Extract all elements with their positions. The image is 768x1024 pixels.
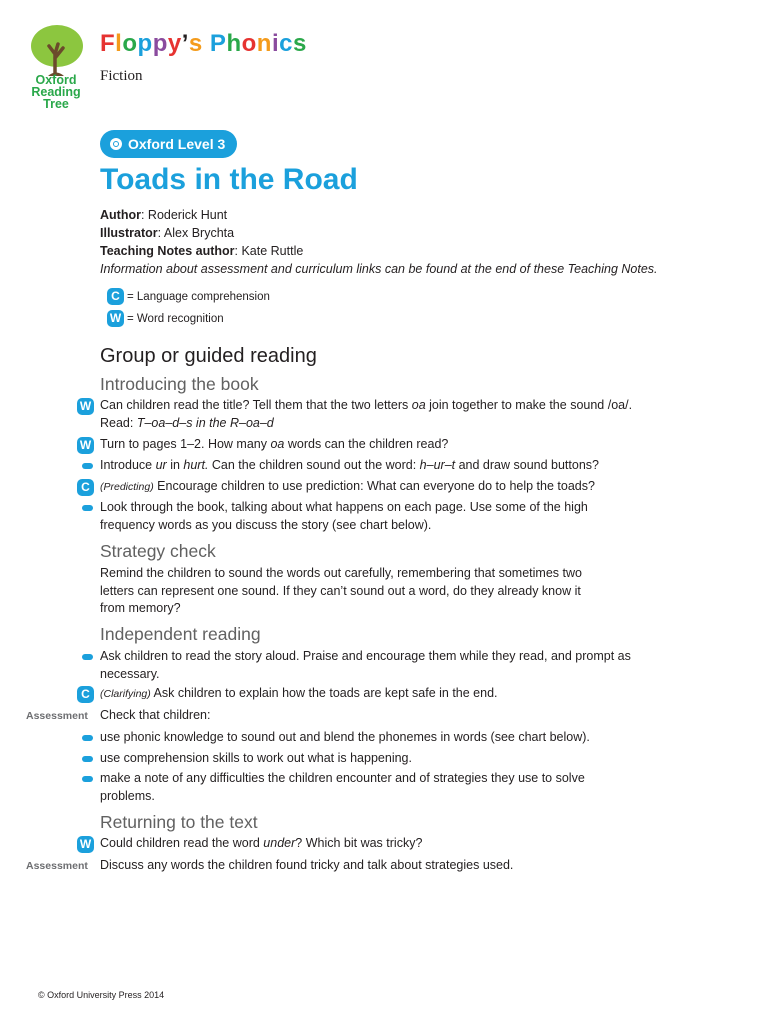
bullet-icon [82,776,93,782]
assessment-intro: Check that children: [100,708,211,722]
author-label: Author [100,208,141,222]
intro-item: Look through the book, talking about what happens on each page. Use some of the high frequency words as you discuss the story (see chart below). [100,500,588,532]
author-name: : Roderick Hunt [140,208,228,222]
brand-letter [203,30,210,58]
bullet-icon [82,505,93,511]
returning-heading: Returning to the text [100,812,258,832]
strategy-text: Remind the children to sound the words out carefully, remembering that sometimes two letters can represent one sound. If they can’t sound out a word, do they already know it from memory? [100,566,582,615]
section-heading: Group or guided reading [100,345,317,367]
level-target-icon [110,138,122,150]
assessment-item: make a note of any difficulties the children encounter and of strategies they use to solve problems. [100,771,585,803]
logo-line: Tree [43,97,69,111]
comprehension-badge-icon: C [107,288,124,305]
logo-line: Reading [31,85,81,99]
assessment-item: use phonic knowledge to sound out and blend the phonemes in words (see chart below). [100,730,590,744]
notes-author-label: Teaching Notes author [100,244,235,258]
returning-item: Discuss any words the children found tricky and talk about strategies used. [100,858,514,872]
assessment-label: Assessment [26,860,88,872]
legend-label: = Language comprehension [127,290,270,303]
copyright-footer: © Oxford University Press 2014 [38,990,165,1000]
brand-letter: n [256,30,272,57]
word-badge-icon: W [77,398,94,415]
brand-letter: l [115,30,123,57]
series-brand-title [100,30,307,58]
independent-item: Ask children to read the story aloud. Praise and encourage them while they read, and prompt as necessary. [100,649,631,681]
independent-item: (Clarifying) Ask children to explain how the toads are kept safe in the end. [100,686,498,700]
intro-item: Can children read the title? Tell them that the two letters oa join together to make the sound /oa/. Read: T–oa–d–s in the R–oa–d [100,398,633,430]
book-meta [100,206,658,278]
comprehension-badge-icon: C [77,479,94,496]
legend-label: = Word recognition [127,312,224,325]
word-badge-icon: W [77,437,94,454]
logo-line: Oxford [35,73,77,87]
bullet-icon [82,756,93,762]
info-note: Information about assessment and curriculum links can be found at the end of these Teaching Notes. [100,262,658,276]
comprehension-badge-icon: C [77,686,94,703]
returning-item: Could children read the word under? Which bit was tricky? [100,836,423,850]
series-subtitle: Fiction [100,68,143,84]
brand-letter: p [137,30,153,57]
illustrator-label: Illustrator [100,226,158,240]
intro-item: Introduce ur in hurt. Can the children sound out the word: h–ur–t and draw sound buttons? [100,458,599,472]
independent-heading: Independent reading [100,624,261,644]
brand-letter: y [167,30,182,57]
brand-letter: s [292,30,307,57]
bullet-icon [82,735,93,741]
brand-letter: o [122,30,138,57]
notes-author-name: : Kate Ruttle [234,244,304,258]
level-label: Oxford Level 3 [128,136,226,152]
book-title: Toads in the Road [100,163,358,196]
brand-letter: s [188,30,203,57]
level-badge [100,130,237,158]
logo-text [20,74,92,110]
brand-letter: p [152,30,168,57]
brand-letter: P [209,30,227,57]
brand-letter: c [279,30,293,57]
intro-heading: Introducing the book [100,374,259,394]
bullet-icon [82,654,93,660]
legend-comprehension [107,288,270,305]
brand-letter: i [271,30,280,57]
intro-item: (Predicting) Encourage children to use prediction: What can everyone do to help the toads? [100,479,595,493]
legend-word [107,310,224,327]
word-badge-icon: W [77,836,94,853]
brand-letter: o [241,30,257,57]
brand-letter: h [226,30,242,57]
assessment-item: use comprehension skills to work out what is happening. [100,751,412,765]
assessment-label: Assessment [26,710,88,722]
word-badge-icon: W [107,310,124,327]
bullet-icon [82,463,93,469]
brand-letter: F [100,30,116,57]
tree-logo-icon [28,24,86,80]
intro-item: Turn to pages 1–2. How many oa words can the children read? [100,437,449,451]
brand-letter: ’ [181,30,189,57]
strategy-heading: Strategy check [100,541,216,561]
illustrator-name: : Alex Brychta [157,226,235,240]
